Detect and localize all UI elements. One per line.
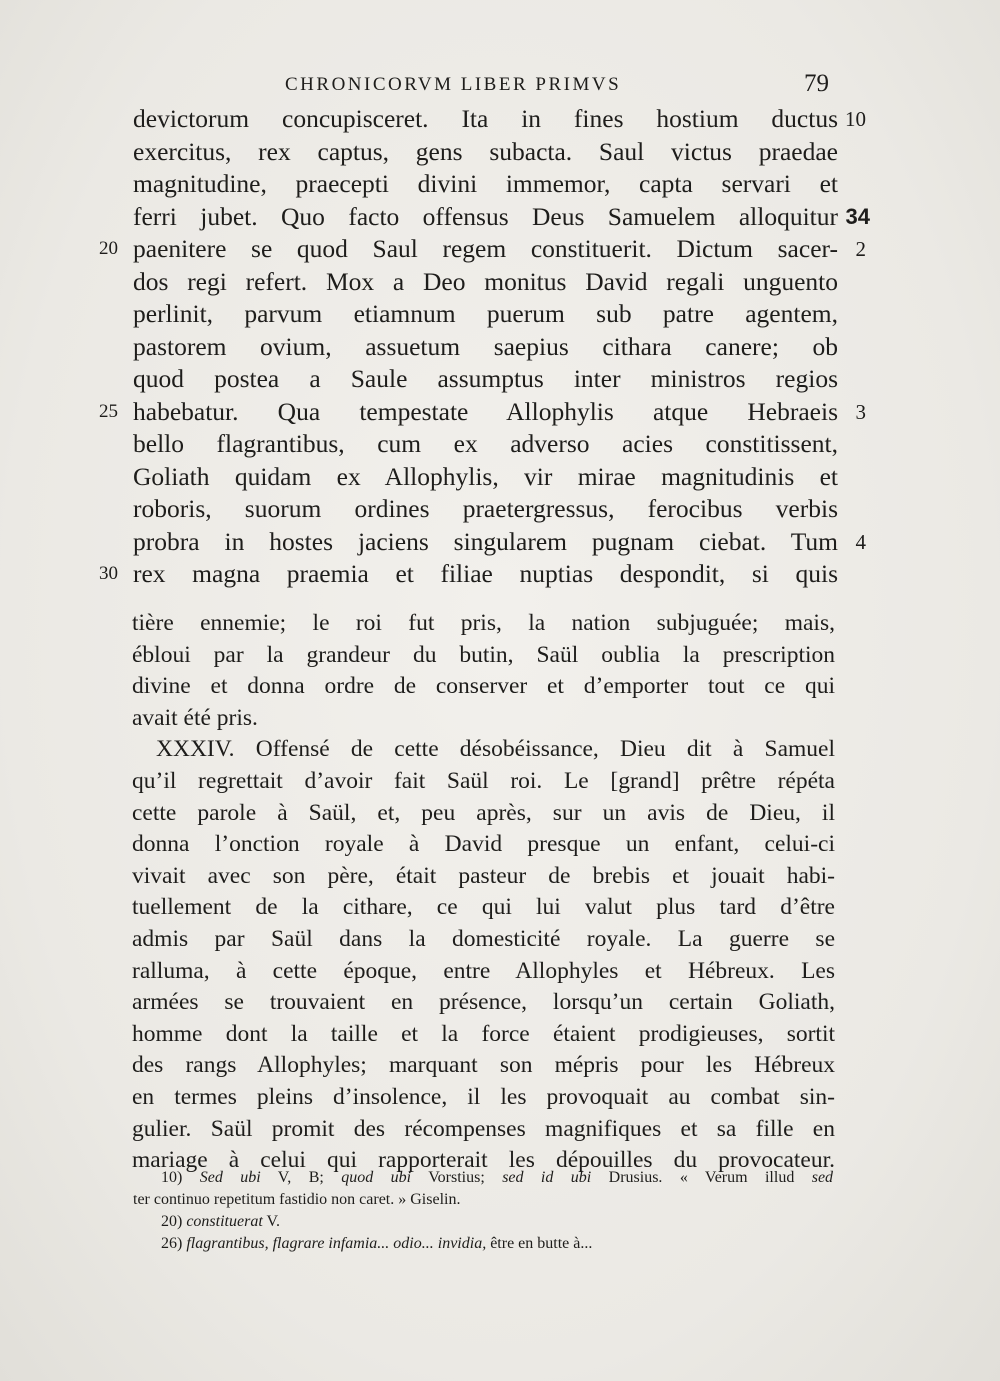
french-line: gulier. Saül promit des récompenses magnifiques et sa fille en — [132, 1115, 835, 1142]
latin-line — [133, 493, 838, 526]
verse-number-right: 2 — [855, 237, 866, 261]
footnote-10: 10) Sed ubi V, B; quod ubi Vorstius; sed id ubi Drusius. « Verum illud sed — [161, 1169, 834, 1186]
latin-line-text: magnitudine, praecepti divini immemor, capta servari et — [133, 169, 838, 198]
verse-number-right: 3 — [855, 399, 866, 424]
latin-line — [99, 558, 838, 591]
latin-line — [133, 136, 838, 169]
latin-line — [99, 396, 866, 429]
latin-line-text: Goliath quidam ex Allophylis, vir mirae magnitudinis et — [133, 461, 838, 491]
footnote-20: 20) constituerat V. — [161, 1213, 280, 1230]
french-line: donna l’onction royale à David presque un enfant, celui-ci — [132, 831, 835, 858]
latin-line-text: bello flagrantibus, cum ex adverso acies constitissent, — [133, 429, 838, 458]
latin-line — [99, 233, 866, 266]
french-line: cette parole à Saül, et, peu après, sur un avis de Dieu, il — [132, 799, 835, 826]
latin-line-text: habebatur. Qua tempestate Allophylis atque Hebraeis — [133, 396, 838, 426]
french-line: qu’il regrettait d’avoir fait Saül roi. Le [grand] prêtre répéta — [132, 767, 835, 794]
footnote-number: 10) — [161, 1169, 183, 1186]
french-line: des rangs Allophyles; marquant son mépris pour les Hébreux — [132, 1052, 835, 1079]
footnote-number: 26) — [161, 1235, 183, 1252]
line-number-left: 30 — [99, 563, 118, 584]
latin-line-text: perlinit, parvum etiamnum puerum sub patre agentem, — [133, 299, 838, 328]
latin-line-text: quod postea a Saule assumptus inter ministros regios — [133, 364, 838, 393]
latin-line-text: probra in hostes jaciens singularem pugnam ciebat. Tum — [133, 526, 838, 556]
latin-line — [133, 266, 838, 299]
french-line: tuellement de la cithare, ce qui lui valut plus tard d’être — [132, 894, 835, 921]
latin-line — [133, 103, 866, 136]
french-line: en termes pleins d’insolence, il les provoquait au combat sin- — [132, 1083, 835, 1110]
french-translation-block — [132, 608, 835, 1177]
latin-line-text: pastorem ovium, assuetum saepius cithara canere; ob — [133, 331, 838, 361]
french-line: avait été pris. — [132, 704, 258, 731]
footnotes — [133, 1167, 833, 1255]
page-header — [285, 70, 835, 100]
french-line: XXXIV. Offensé de cette désobéissance, Dieu dit à Samuel — [156, 736, 835, 763]
latin-line — [133, 526, 866, 559]
french-line: vivait avec son père, était pasteur de brebis et jouait habi- — [132, 862, 835, 889]
french-line: tière ennemie; le roi fut pris, la nation subjuguée; mais, — [132, 610, 835, 636]
chapter-number-right: 34 — [845, 203, 870, 229]
latin-line-text: ferri jubet. Quo facto offensus Deus Samuelem alloquitur — [133, 201, 838, 231]
latin-line-text: paenitere se quod Saul regem constituerit. Dictum sacer- — [133, 234, 838, 263]
latin-line-text: rex magna praemia et filiae nuptias despondit, si quis — [133, 559, 838, 588]
french-line: armées se trouvaient en présence, lorsqu’un certain Goliath, — [132, 989, 835, 1016]
latin-line — [133, 201, 870, 234]
line-number-left: 20 — [99, 238, 118, 259]
footnote-number: 20) — [161, 1213, 183, 1230]
verse-number-right: 10 — [845, 107, 866, 131]
latin-line-text: exercitus, rex captus, gens subacta. Saul victus praedae — [133, 136, 838, 166]
french-line: ébloui par la grandeur du butin, Saül oublia la prescription — [132, 641, 835, 668]
latin-line — [133, 331, 838, 364]
footnote-10-continued: ter continuo repetitum fastidio non caret. » Giselin. — [133, 1191, 461, 1208]
french-line: ralluma, à cette époque, entre Allophyles et Hébreux. Les — [132, 957, 835, 984]
line-number-left: 25 — [99, 400, 118, 422]
latin-line — [133, 461, 838, 494]
latin-line-text: dos regi refert. Mox a Deo monitus David regali unguento — [133, 266, 838, 296]
latin-line — [133, 428, 838, 461]
latin-line — [133, 363, 838, 396]
french-line: mariage à celui qui rapporterait les dépouilles du provocateur. — [132, 1147, 835, 1174]
latin-line — [133, 168, 838, 201]
footnote-26: 26) flagrantibus, flagrare infamia... odio... invidia, être en butte à... — [161, 1235, 593, 1252]
verse-number-right: 4 — [855, 529, 866, 554]
french-line: homme dont la taille et la force étaient prodigieuses, sortit — [132, 1020, 835, 1047]
latin-line-text: devictorum concupisceret. Ita in fines hostium ductus — [133, 104, 838, 133]
french-line: divine et donna ordre de conserver et d’emporter tout ce qui — [132, 673, 835, 700]
french-line: admis par Saül dans la domesticité royale. La guerre se — [132, 925, 835, 952]
running-title: CHRONICORVM LIBER PRIMVS — [285, 74, 622, 95]
latin-line — [133, 298, 838, 331]
page-number: 79 — [804, 70, 829, 97]
latin-text-block — [99, 103, 870, 591]
latin-line-text: roboris, suorum ordines praetergressus, ferocibus verbis — [133, 494, 838, 523]
